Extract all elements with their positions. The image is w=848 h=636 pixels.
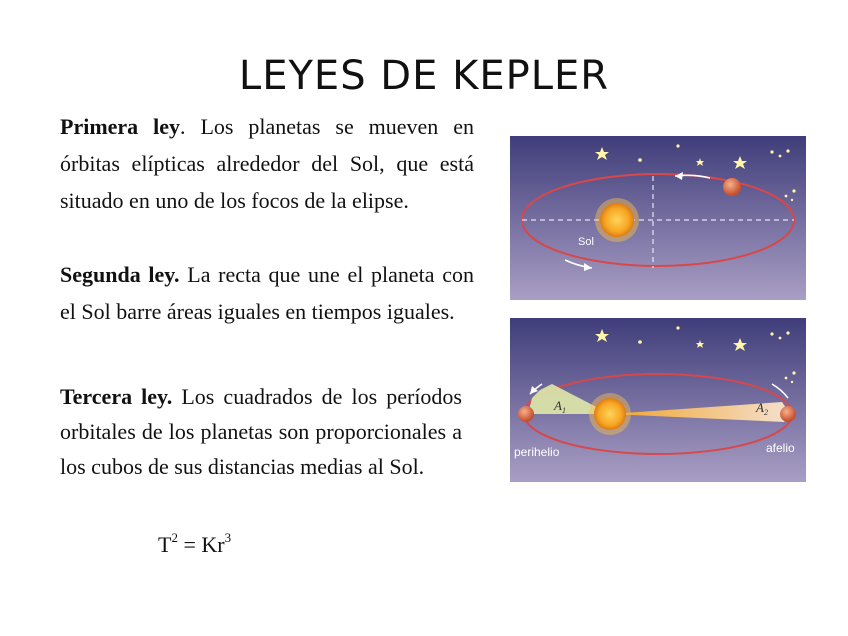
second-law-paragraph	[60, 256, 474, 330]
sun-label: Sol	[578, 236, 594, 248]
planet-perihelion-icon	[518, 406, 534, 422]
perihelion-label: perihelio	[514, 445, 560, 459]
page-title: LEYES DE KEPLER	[238, 52, 610, 99]
sun-icon	[595, 198, 639, 242]
third-law-heading: Tercera ley.	[60, 384, 173, 409]
kepler-formula	[158, 530, 231, 558]
first-law-text: . Los planetas se mueven en órbitas elípticas alrededor del Sol, que está situado en uno de los focos de la elipse.	[60, 114, 474, 213]
first-law-heading: Primera ley	[60, 114, 180, 139]
first-law-illustration	[510, 136, 806, 300]
second-law-heading: Segunda ley.	[60, 262, 180, 287]
second-law-text: La recta que une el planeta con el Sol barre áreas iguales en tiempos iguales.	[60, 262, 474, 324]
formula-kr: = Kr	[177, 532, 225, 557]
third-law-paragraph	[60, 379, 462, 484]
sun-icon	[589, 393, 631, 435]
sky-background	[510, 136, 806, 300]
third-law-text: Los cuadrados de los períodos orbitales de los planetas son proporcionales a los cubos de sus distancias medias al Sol.	[60, 384, 462, 479]
area-a1-label: $A_1$	[554, 398, 566, 415]
formula-t: T	[158, 532, 172, 557]
aphelion-label: afelio	[766, 441, 795, 455]
formula-r-exponent: 3	[224, 530, 232, 545]
first-law-paragraph	[60, 108, 474, 219]
planet-icon	[723, 178, 741, 196]
second-law-illustration	[510, 318, 806, 482]
area-a2-label: $A_2$	[756, 400, 768, 417]
formula-t-exponent: 2	[171, 530, 178, 545]
planet-aphelion-icon	[780, 406, 796, 422]
